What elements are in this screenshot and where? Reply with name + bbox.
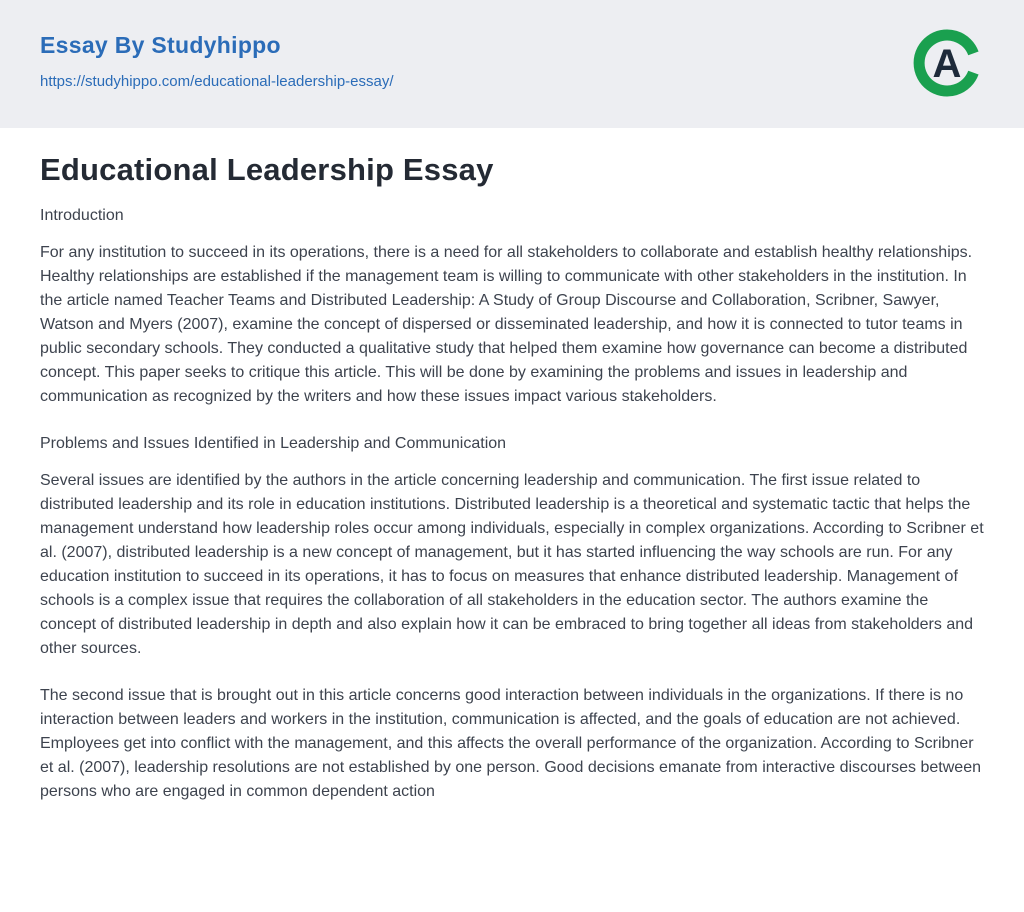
site-title: Essay By Studyhippo bbox=[40, 32, 281, 58]
article-content bbox=[0, 128, 1024, 867]
studyhippo-logo-icon bbox=[910, 26, 984, 100]
paragraph-interaction: The second issue that is brought out in this article concerns good interaction between individuals in the organizations. If there is no interaction between leaders and workers in the institution, communication is affected, and the goals of education are not achieved. Employees get into conflict with the management, and this affects the overall performance of the organization. According to Scribner et al. (2007), leadership resolutions are not established by one person. Good decisions emanate from interactive discourses between persons who are engaged in common dependent action bbox=[40, 687, 981, 800]
section-heading-problems-issues: Problems and Issues Identified in Leadership and Communication bbox=[40, 435, 507, 452]
header-text-block bbox=[40, 24, 394, 91]
page-url-link[interactable]: https://studyhippo.com/educational-leadership-essay/ bbox=[40, 73, 394, 90]
page-header bbox=[0, 0, 1024, 128]
article-title: Educational Leadership Essay bbox=[40, 152, 494, 187]
section-heading-introduction: Introduction bbox=[40, 207, 124, 224]
logo-letter: A bbox=[932, 42, 962, 86]
paragraph-introduction: For any institution to succeed in its operations, there is a need for all stakeholders to collaborate and establish healthy relationships. Healthy relationships are established if the management team is willing to communicate with other stakeholders in the institution. In the article named Teacher Teams and Distributed Leadership: A Study of Group Discourse and Collaboration, Scribner, Sawyer, Watson and Myers (2007), examine the concept of dispersed or disseminated leadership, and how it is connected to tutor teams in public secondary schools. They conducted a qualitative study that helped them examine how governance can become a distributed concept. This paper seeks to critique this article. This will be done by examining the problems and issues in leadership and communication as recognized by the writers and how these issues impact various stakeholders. bbox=[40, 244, 973, 405]
paragraph-distributed-leadership: Several issues are identified by the authors in the article concerning leadership and communication. The first issue related to distributed leadership and its role in education institutions. Distributed leadership is a theoretical and systematic tactic that helps the management understand how leadership roles occur among individuals, especially in complex organizations. According to Scribner et al. (2007), distributed leadership is a new concept of management, but it has started influencing the way schools are run. For any education institution to succeed in its operations, it has to focus on measures that enhance distributed leadership. Management of schools is a complex issue that requires the collaboration of all stakeholders in the education sector. The authors examine the concept of distributed leadership in depth and also explain how it can be embraced to bring together all ideas from stakeholders and other sources. bbox=[40, 472, 984, 657]
